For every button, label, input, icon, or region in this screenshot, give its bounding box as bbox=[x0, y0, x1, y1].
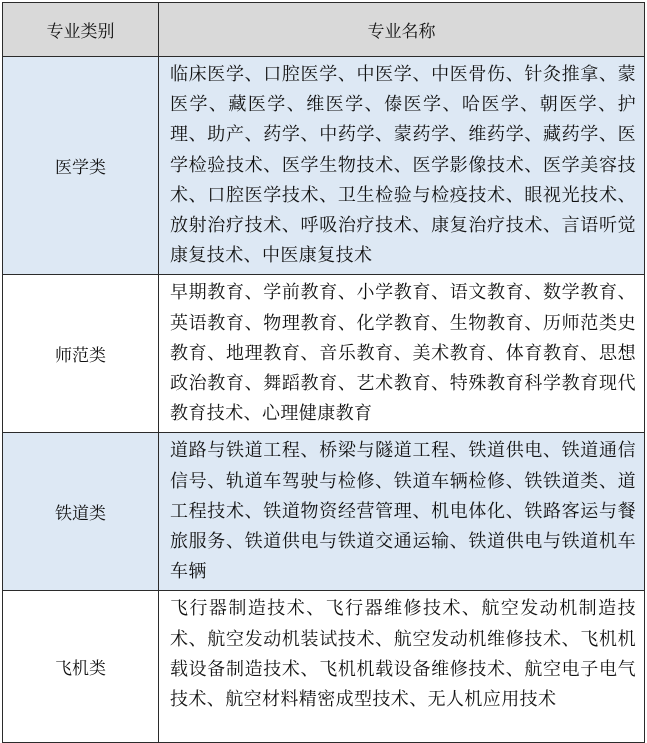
category-cell: 铁道类 bbox=[3, 433, 159, 591]
majors-cell: 飞行器制造技术、飞行器维修技术、航空发动机制造技术、航空发动机装试技术、航空发动机维修技术、飞机机载设备制造技术、飞机机载设备维修技术、航空电子电气技术、航空材料精密成型技术、无人机应用技术 bbox=[159, 591, 645, 743]
table-container bbox=[2, 2, 644, 743]
category-cell: 医学类 bbox=[3, 57, 159, 275]
category-cell: 飞机类 bbox=[3, 591, 159, 743]
major-category-table bbox=[2, 2, 645, 743]
header-major-names: 专业名称 bbox=[159, 3, 645, 57]
majors-cell: 早期教育、学前教育、小学教育、语文教育、数学教育、英语教育、物理教育、化学教育、生物教育、历师范类史教育、地理教育、音乐教育、美术教育、体育教育、思想政治教育、舞蹈教育、艺术教育、特殊教育科学教育现代教育技术、心理健康教育 bbox=[159, 275, 645, 433]
header-row bbox=[3, 3, 645, 57]
table-row bbox=[3, 57, 645, 275]
table-row bbox=[3, 591, 645, 743]
category-cell: 师范类 bbox=[3, 275, 159, 433]
table-row bbox=[3, 433, 645, 591]
table-row bbox=[3, 275, 645, 433]
majors-cell: 道路与铁道工程、桥梁与隧道工程、铁道供电、铁道通信信号、轨道车驾驶与检修、铁道车辆检修、铁铁道类、道工程技术、铁道物资经营管理、机电体化、铁路客运与餐旅服务、铁道供电与铁道交通运输、铁道供电与铁道机车车辆 bbox=[159, 433, 645, 591]
majors-cell: 临床医学、口腔医学、中医学、中医骨伤、针灸推拿、蒙医学、藏医学、维医学、傣医学、哈医学、朝医学、护理、助产、药学、中药学、蒙药学、维药学、藏药学、医学检验技术、医学生物技术、医学影像技术、医学美容技术、口腔医学技术、卫生检验与检疫技术、眼视光技术、放射治疗技术、呼吸治疗技术、康复治疗技术、言语听觉康复技术、中医康复技术 bbox=[159, 57, 645, 275]
header-category: 专业类别 bbox=[3, 3, 159, 57]
